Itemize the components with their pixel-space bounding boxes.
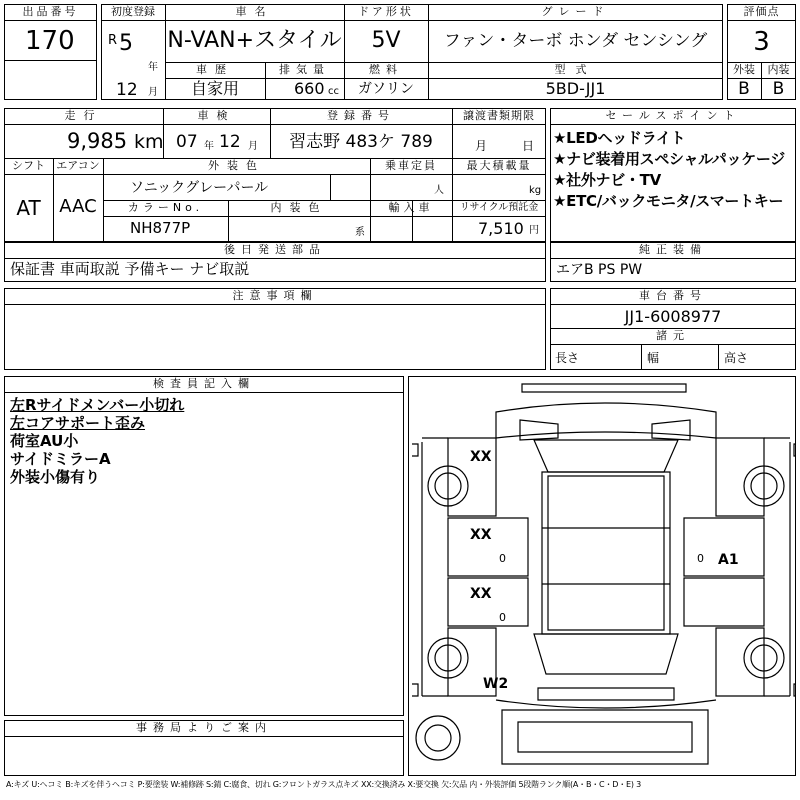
displacement: 660 [294, 79, 325, 98]
era: R [108, 33, 118, 48]
reg-month: 12 [116, 80, 138, 100]
color-no: NH877P [130, 219, 191, 237]
grade: ファン・ターボ ホンダ センシング [443, 31, 708, 51]
car-name-header: 車名 [235, 5, 274, 18]
capacity-header: 乗車定員 [385, 159, 437, 172]
spec-height: 高さ [724, 351, 749, 365]
chassis-header: 車台番号 [639, 289, 707, 302]
mark-left-front-door: XX [470, 527, 492, 543]
insp-month-unit: 月 [248, 141, 258, 152]
reg-year: 5 [119, 31, 133, 56]
lot-no: 170 [25, 26, 75, 56]
mark-zero: 0 [499, 552, 506, 565]
mark-zero: 0 [697, 552, 704, 565]
car-diagram [408, 376, 796, 776]
mileage: 9,985 [67, 129, 128, 153]
inspector-note: 左コアサポート歪み [10, 414, 146, 432]
inspector-notes [10, 396, 184, 486]
deadline-header: 譲渡書類期限 [463, 109, 535, 122]
recycle: 7,510 [478, 219, 524, 238]
mark-right-front-door: A1 [718, 552, 739, 568]
spec-length: 長さ [555, 351, 580, 365]
first-reg-header: 初度登録 [111, 5, 155, 18]
inspector-note: サイドミラーA [10, 450, 111, 468]
sales-points-list [553, 128, 796, 212]
deadline-day: 日 [522, 139, 535, 153]
ext-color: ソニックグレーパール [130, 180, 269, 196]
score-header: 評価点 [743, 5, 780, 18]
sales-point: ★ナビ装着用スペシャルパッケージ [553, 150, 785, 168]
sales-point: ★社外ナビ・TV [553, 171, 661, 189]
inspector-header: 検査員記入欄 [153, 377, 255, 390]
history-header: 車歴 [196, 63, 234, 76]
recycle-unit: 円 [529, 225, 539, 236]
equipment-header: 純正装備 [639, 243, 707, 256]
mark-rear-left: W2 [483, 676, 509, 692]
chassis-no: JJ1-6008977 [624, 307, 722, 326]
insp-month: 12 [219, 132, 241, 152]
exterior-header: 外装 [733, 63, 755, 76]
sales-point: ★ETC/バックモニタ/スマートキー [553, 192, 784, 210]
fuel-header: 燃料 [369, 63, 403, 76]
fuel: ガソリン [358, 81, 414, 97]
grade-header: グレード [541, 5, 610, 18]
spec-width: 幅 [647, 351, 660, 365]
insp-year-unit: 年 [204, 141, 214, 152]
score: 3 [753, 27, 770, 57]
office-header: 事務局よりご案内 [136, 721, 272, 734]
inspector-note: 外装小傷有り [10, 468, 101, 486]
car-name: N-VAN+スタイル [167, 28, 342, 53]
recycle-header: リサイクル預託金 [459, 202, 539, 213]
insp-year: 07 [176, 132, 198, 152]
deadline-month: 月 [475, 139, 488, 153]
ext-color-header: 外装色 [208, 159, 265, 172]
history: 自家用 [190, 79, 239, 98]
legend: A:キズ U:ヘコミ B:キズを伴うヘコミ P:要塗装 W:補修跡 S:錆 C:腐食、切れ G:フロントガラス点キズ XX:交換済み X:要交換 欠:欠品 内・外装評価 5段階ランク順(A・B・C・D・E) 3 [6, 780, 642, 789]
mark-zero: 0 [499, 611, 506, 624]
interior-score: B [772, 79, 785, 99]
lot-no-header: 出品番号 [22, 5, 79, 18]
sales-point: ★LEDヘッドライト [553, 129, 686, 147]
int-color-header: 内装色 [270, 201, 328, 214]
mileage-header: 走行 [64, 109, 103, 122]
inspection-header: 車検 [197, 109, 236, 122]
model-code: 5BD-JJ1 [545, 79, 606, 98]
specs-header: 諸元 [656, 329, 690, 342]
shift: AT [16, 196, 41, 220]
later-items-header: 後日発送部品 [224, 243, 326, 256]
month-unit: 月 [148, 87, 158, 98]
mark-left-rear-door: XX [470, 586, 492, 602]
exterior-score: B [738, 79, 750, 99]
sales-points-header: セールスポイント [605, 109, 741, 122]
registration-header: 登録番号 [327, 109, 395, 122]
later-items: 保証書 車両取説 予備キー ナビ取説 [10, 260, 250, 278]
door-header: ドア形状 [358, 5, 414, 18]
inspector-note: 荷室AU小 [10, 432, 79, 450]
max-load-header: 最大積載量 [466, 159, 532, 172]
equipment: エアB PS PW [556, 262, 643, 278]
km-unit: km [134, 131, 164, 153]
inspector-note: 左Rサイドメンバー小切れ [10, 396, 185, 414]
int-color-unit: 系 [355, 227, 365, 238]
color-no-header: カラーNo. [127, 201, 204, 214]
capacity-unit: 人 [434, 185, 444, 196]
interior-header: 内装 [767, 63, 790, 76]
cautions-header: 注意事項欄 [232, 289, 318, 302]
door-type: 5V [371, 28, 401, 53]
load-unit: kg [529, 185, 542, 196]
aircon: AAC [59, 196, 97, 217]
displacement-header: 排気量 [279, 63, 330, 76]
registration-no: 習志野 483ケ 789 [289, 132, 433, 152]
import-header: 輸入車 [388, 201, 434, 214]
year-unit: 年 [148, 62, 158, 73]
aircon-header: エアコン [56, 159, 100, 172]
shift-header: シフト [12, 159, 45, 172]
cc-unit: cc [328, 86, 339, 97]
mark-front-left: XX [470, 449, 492, 465]
model-code-header: 型式 [554, 63, 597, 76]
